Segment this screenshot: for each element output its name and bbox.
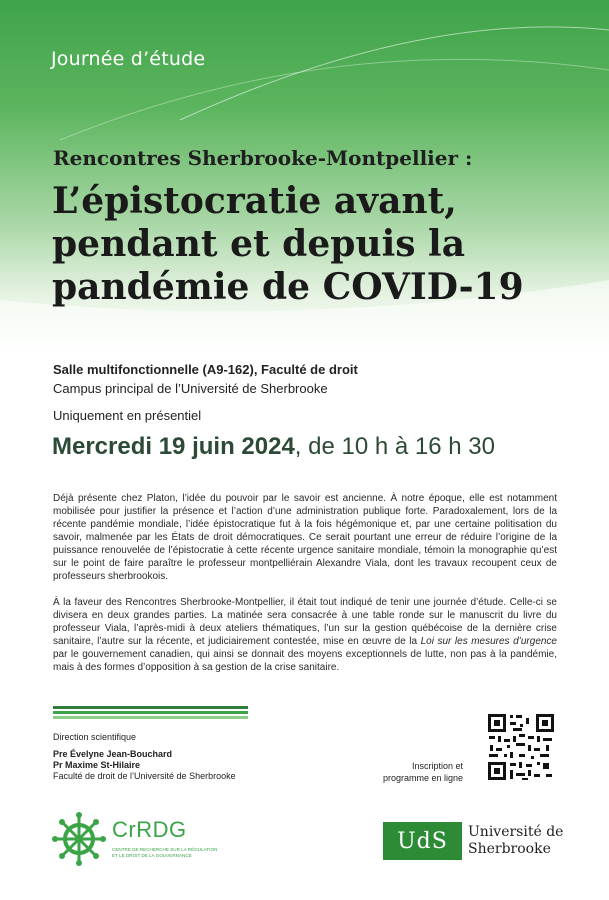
ship-wheel-icon: [52, 812, 106, 866]
title-line: pendant et depuis la: [52, 223, 466, 265]
event-subtitle: Rencontres Sherbrooke-Montpellier :: [53, 146, 473, 170]
title-line: pandémie de COVID-19: [52, 266, 524, 308]
crrdg-name: CrRDG: [112, 817, 187, 842]
description: [53, 492, 557, 687]
event-title: [52, 180, 592, 309]
crrdg-logo: [52, 812, 252, 872]
crrdg-tagline: [112, 847, 252, 859]
event-date: [52, 433, 495, 461]
qr-code-icon[interactable]: [486, 712, 556, 782]
crrdg-tagline-line: ET LE DROIT DE LA GOUVERNANCE: [112, 853, 192, 858]
divider-mid: [53, 711, 248, 714]
description-paragraph: Déjà présente chez Platon, l’idée du pouvoir par le savoir est ancienne. À notre époque, elle est notamment mobilisée pour justifier la présence et l’action d’une administration publique forte. Paradoxalement, lors de la récente pandémie mondiale, l’idée épistocratique fut à la fois hégémonique et, par une certaine politisation du savoir, malmenée par les États de droit démocratiques. Ce serait pourtant une erreur de réduire l’origine de la puissance renouvelée de l’épistocratie à cette récente urgence sanitaire mondiale, témoin la monographie qu’est sur le point de faire paraître le professeur montpelliérain Alexandre Viala, dont les travaux recoupent ceux de professeurs sherbrookois.: [53, 493, 557, 582]
title-line: L’épistocratie avant,: [52, 180, 457, 222]
qr-code-graphic: [486, 712, 556, 782]
law-title: Loi sur les mesures d’urgence: [420, 636, 557, 647]
venue-format: Uniquement en présentiel: [53, 408, 202, 423]
uds-name-line: Université de: [468, 824, 564, 840]
registration-line: Inscription et: [411, 761, 463, 771]
description-paragraph: [53, 596, 557, 674]
scientific-direction: [53, 732, 236, 782]
event-type: Journée d’étude: [51, 48, 206, 70]
director-affiliation: Faculté de droit de l’Université de Sherbrooke: [53, 771, 236, 781]
uds-mark: UdS: [383, 822, 462, 860]
registration-text: [372, 760, 463, 784]
director-name: Pre Évelyne Jean-Bouchard: [53, 749, 173, 759]
divider-dark: [53, 706, 248, 709]
uds-logo: [383, 822, 563, 862]
venue-campus: Campus principal de l’Université de Sherbrooke: [53, 381, 328, 396]
registration-line: programme en ligne: [382, 773, 463, 783]
event-day: Mercredi 19 juin 2024: [52, 433, 295, 460]
uds-name-line: Sherbrooke: [468, 841, 551, 857]
divider-light: [53, 716, 248, 719]
venue-block: [53, 360, 358, 425]
director-name: Pr Maxime St-Hilaire: [53, 760, 141, 770]
crrdg-tagline-line: CENTRE DE RECHERCHE SUR LA RÉGULATION: [112, 847, 218, 852]
event-time: , de 10 h à 16 h 30: [294, 433, 495, 460]
paragraph-text: par le gouvernement canadien, qui ainsi se donnait des moyens exceptionnels de lutte, non pas à la pandémie, mais à des formes d’opposition à sa gestion de la crise sanitaire.: [53, 649, 557, 673]
paragraph-text: À la faveur des Rencontres Sherbrooke-Montpellier, il était tout indiqué de tenir une journée d’étude. Celle-ci se divisera en deux grandes parties. La matinée sera consacrée à une table ronde sur le manuscrit du livre du professeur Viala, l’après-midi à deux ateliers thématiques, l’un sur la gestion québécoise de la dernière crise sanitaire, l’autre sur la récente, et judiciairement contestée, mise en œuvre de la: [53, 597, 557, 647]
direction-label: Direction scientifique: [53, 732, 137, 742]
venue-room: Salle multifonctionnelle (A9-162), Faculté de droit: [53, 362, 358, 377]
